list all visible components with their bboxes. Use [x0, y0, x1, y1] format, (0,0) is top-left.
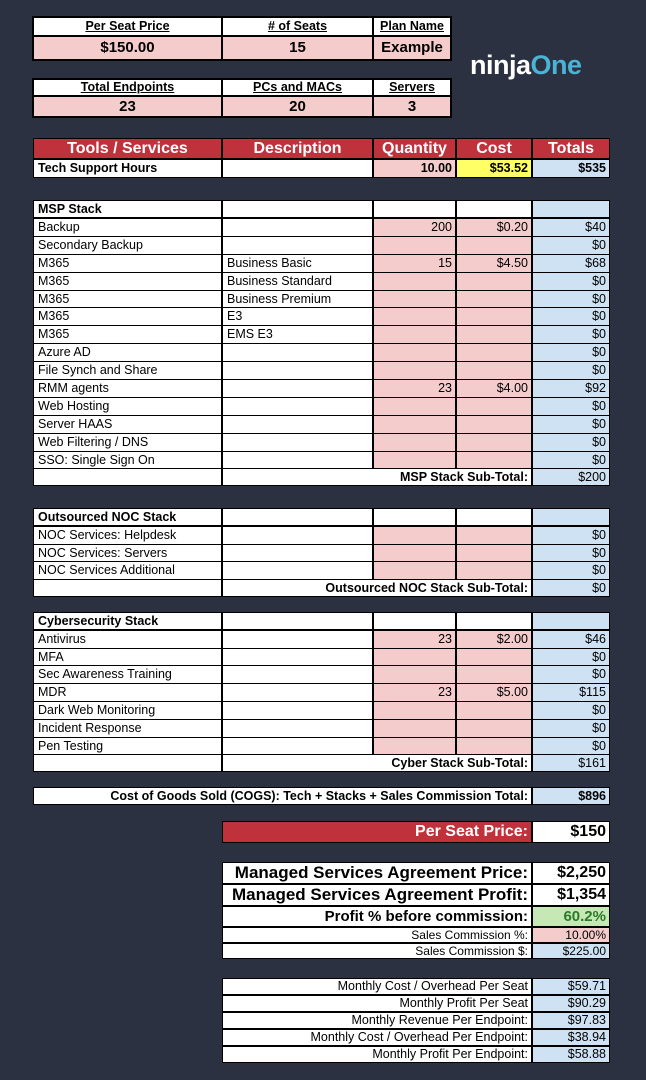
noc-row-cost[interactable]	[456, 526, 532, 545]
msp-row-desc[interactable]	[222, 343, 373, 362]
cyber-row-desc[interactable]	[222, 630, 373, 649]
noc-row-qty[interactable]	[373, 561, 456, 580]
noc-row-name: NOC Services: Servers	[33, 544, 222, 563]
msp-row-total: $0	[532, 343, 610, 362]
msp-row-cost[interactable]	[456, 236, 532, 255]
msp-row-cost[interactable]: $4.50	[456, 254, 532, 273]
msp-row-name: Web Filtering / DNS	[33, 433, 222, 452]
cyber-row-desc[interactable]	[222, 719, 373, 738]
noc-row-desc[interactable]	[222, 561, 373, 580]
seats-value[interactable]: 15	[222, 36, 373, 60]
msp-row-cost[interactable]	[456, 415, 532, 434]
msp-title-qty	[373, 200, 456, 218]
monthly-metric-value: $58.88	[532, 1046, 610, 1063]
plan-name-value[interactable]: Example	[373, 36, 451, 60]
noc-subtotal-value: $0	[532, 579, 610, 597]
per-seat-price-row-value: $150	[532, 821, 610, 843]
msp-row-total: $0	[532, 433, 610, 452]
cyber-row-desc[interactable]	[222, 683, 373, 702]
tech-support-quantity[interactable]: 10.00	[373, 159, 456, 178]
msp-row-name: Server HAAS	[33, 415, 222, 434]
msp-row-name: M365	[33, 307, 222, 326]
commission-pct-value[interactable]: 10.00%	[532, 927, 610, 943]
msp-title-total	[532, 200, 610, 218]
col-header-description: Description	[222, 138, 373, 159]
monthly-metric-value: $59.71	[532, 978, 610, 995]
msp-row-total: $0	[532, 307, 610, 326]
cyber-title-total	[532, 612, 610, 630]
msp-row-cost[interactable]	[456, 433, 532, 452]
msp-row-total: $0	[532, 451, 610, 470]
cyber-row-total: $46	[532, 630, 610, 649]
cyber-row-desc[interactable]	[222, 701, 373, 720]
noc-row-name: NOC Services: Helpdesk	[33, 526, 222, 545]
ninjaone-logo: ninjaOne	[470, 50, 582, 80]
cyber-subtotal-label: Cyber Stack Sub-Total:	[222, 754, 532, 772]
cogs-value: $896	[532, 787, 610, 805]
servers-label: Servers	[373, 79, 451, 96]
msp-row-cost[interactable]	[456, 307, 532, 326]
msp-row-qty[interactable]	[373, 307, 456, 326]
cyber-row-name: Dark Web Monitoring	[33, 701, 222, 720]
noc-title-total	[532, 508, 610, 526]
cyber-row-total: $0	[532, 719, 610, 738]
cyber-subtotal-value: $161	[532, 754, 610, 772]
cyber-title-cost	[456, 612, 532, 630]
cyber-row-qty[interactable]: 23	[373, 630, 456, 649]
col-header-totals: Totals	[532, 138, 610, 159]
cyber-row-cost[interactable]: $5.00	[456, 683, 532, 702]
total-endpoints-value[interactable]: 23	[33, 96, 222, 117]
msp-row-name: SSO: Single Sign On	[33, 451, 222, 470]
cyber-title-qty	[373, 612, 456, 630]
pcs-macs-value[interactable]: 20	[222, 96, 373, 117]
msp-row-total: $92	[532, 379, 610, 398]
noc-row-desc[interactable]	[222, 526, 373, 545]
noc-subtotal-blank	[33, 579, 222, 597]
msp-row-qty[interactable]	[373, 272, 456, 291]
cyber-row-qty[interactable]	[373, 665, 456, 684]
noc-row-total: $0	[532, 526, 610, 545]
servers-value[interactable]: 3	[373, 96, 451, 117]
msp-row-qty[interactable]	[373, 433, 456, 452]
monthly-metric-label: Monthly Profit Per Seat	[222, 995, 532, 1012]
msp-row-qty[interactable]	[373, 325, 456, 344]
total-endpoints-label: Total Endpoints	[33, 79, 222, 96]
msp-row-qty[interactable]	[373, 361, 456, 380]
noc-row-name: NOC Services Additional	[33, 561, 222, 580]
msp-row-total: $0	[532, 325, 610, 344]
msp-row-name: M365	[33, 290, 222, 309]
msp-row-desc[interactable]	[222, 397, 373, 416]
per-seat-price-label: Per Seat Price	[33, 17, 222, 36]
monthly-metric-value: $97.83	[532, 1012, 610, 1029]
monthly-metric-label: Monthly Profit Per Endpoint:	[222, 1046, 532, 1063]
msp-row-cost[interactable]: $4.00	[456, 379, 532, 398]
col-header-tools: Tools / Services	[33, 138, 222, 159]
monthly-metric-label: Monthly Revenue Per Endpoint:	[222, 1012, 532, 1029]
noc-title-desc	[222, 508, 373, 526]
msp-row-cost[interactable]	[456, 325, 532, 344]
noc-row-total: $0	[532, 561, 610, 580]
noc-title-cost	[456, 508, 532, 526]
cyber-row-qty[interactable]	[373, 719, 456, 738]
msp-row-cost[interactable]	[456, 343, 532, 362]
cyber-section-title: Cybersecurity Stack	[33, 612, 222, 630]
commission-usd-value: $225.00	[532, 943, 610, 959]
cyber-row-name: Pen Testing	[33, 737, 222, 756]
noc-title-qty	[373, 508, 456, 526]
msp-row-total: $0	[532, 290, 610, 309]
msp-row-cost[interactable]	[456, 361, 532, 380]
msp-row-desc[interactable]	[222, 361, 373, 380]
msp-row-name: M365	[33, 272, 222, 291]
noc-row-cost[interactable]	[456, 561, 532, 580]
msp-row-qty[interactable]: 15	[373, 254, 456, 273]
cyber-row-name: Incident Response	[33, 719, 222, 738]
msp-row-desc[interactable]: Business Premium	[222, 290, 373, 309]
msp-subtotal-label: MSP Stack Sub-Total:	[222, 468, 532, 486]
msp-row-cost[interactable]	[456, 397, 532, 416]
msp-title-cost	[456, 200, 532, 218]
plan-name-label: Plan Name	[373, 17, 451, 36]
msp-row-total: $40	[532, 218, 610, 237]
monthly-metric-label: Monthly Cost / Overhead Per Seat	[222, 978, 532, 995]
tech-support-total: $535	[532, 159, 610, 178]
msp-row-name: Secondary Backup	[33, 236, 222, 255]
cyber-row-cost[interactable]	[456, 665, 532, 684]
msp-row-desc[interactable]: Business Basic	[222, 254, 373, 273]
cyber-row-desc[interactable]	[222, 665, 373, 684]
cyber-row-total: $0	[532, 737, 610, 756]
msp-row-qty[interactable]	[373, 397, 456, 416]
msa-price-label: Managed Services Agreement Price:	[222, 862, 532, 884]
monthly-metric-value: $38.94	[532, 1029, 610, 1046]
msp-row-total: $0	[532, 236, 610, 255]
msa-profit-label: Managed Services Agreement Profit:	[222, 884, 532, 906]
cyber-row-qty[interactable]: 23	[373, 683, 456, 702]
msp-row-total: $0	[532, 272, 610, 291]
msp-subtotal-blank	[33, 468, 222, 486]
msp-row-total: $0	[532, 361, 610, 380]
cogs-label: Cost of Goods Sold (COGS): Tech + Stacks + Sales Commission Total:	[33, 787, 532, 805]
msp-row-total: $0	[532, 415, 610, 434]
msp-row-cost[interactable]: $0.20	[456, 218, 532, 237]
msp-row-total: $68	[532, 254, 610, 273]
cyber-row-cost[interactable]	[456, 719, 532, 738]
msp-row-name: Azure AD	[33, 343, 222, 362]
tech-support-label: Tech Support Hours	[33, 159, 222, 178]
cyber-row-total: $0	[532, 665, 610, 684]
msp-row-name: Backup	[33, 218, 222, 237]
msp-row-desc[interactable]	[222, 218, 373, 237]
monthly-metric-label: Monthly Cost / Overhead Per Endpoint:	[222, 1029, 532, 1046]
cyber-row-name: MFA	[33, 648, 222, 667]
msp-row-qty[interactable]: 200	[373, 218, 456, 237]
seats-label: # of Seats	[222, 17, 373, 36]
cyber-title-desc	[222, 612, 373, 630]
msa-price-value: $2,250	[532, 862, 610, 884]
col-header-cost: Cost	[456, 138, 532, 159]
cyber-row-total: $0	[532, 701, 610, 720]
msp-subtotal-value: $200	[532, 468, 610, 486]
msp-row-desc[interactable]	[222, 379, 373, 398]
cyber-row-cost[interactable]: $2.00	[456, 630, 532, 649]
cyber-row-cost[interactable]	[456, 701, 532, 720]
msp-row-name: M365	[33, 325, 222, 344]
msp-row-desc[interactable]	[222, 236, 373, 255]
cyber-row-qty[interactable]	[373, 701, 456, 720]
msp-row-desc[interactable]: Business Standard	[222, 272, 373, 291]
noc-subtotal-label: Outsourced NOC Stack Sub-Total:	[222, 579, 532, 597]
per-seat-price-row-label: Per Seat Price:	[222, 821, 532, 843]
msp-section-title: MSP Stack	[33, 200, 222, 218]
msp-row-total: $0	[532, 397, 610, 416]
msp-row-qty[interactable]: 23	[373, 379, 456, 398]
profit-pct-value: 60.2%	[532, 906, 610, 927]
msp-row-desc[interactable]: E3	[222, 307, 373, 326]
commission-pct-label: Sales Commission %:	[222, 927, 532, 943]
tech-support-cost[interactable]: $53.52	[456, 159, 532, 178]
msp-row-qty[interactable]	[373, 343, 456, 362]
monthly-metric-value: $90.29	[532, 995, 610, 1012]
noc-row-total: $0	[532, 544, 610, 563]
noc-row-qty[interactable]	[373, 526, 456, 545]
cyber-row-name: Antivirus	[33, 630, 222, 649]
cyber-row-name: Sec Awareness Training	[33, 665, 222, 684]
msp-row-cost[interactable]	[456, 272, 532, 291]
msp-row-name: File Synch and Share	[33, 361, 222, 380]
msp-row-name: M365	[33, 254, 222, 273]
profit-pct-label: Profit % before commission:	[222, 906, 532, 927]
cyber-row-total: $0	[532, 648, 610, 667]
msp-row-desc[interactable]	[222, 415, 373, 434]
msp-title-desc	[222, 200, 373, 218]
pcs-macs-label: PCs and MACs	[222, 79, 373, 96]
commission-usd-label: Sales Commission $:	[222, 943, 532, 959]
msp-row-desc[interactable]	[222, 433, 373, 452]
msa-profit-value: $1,354	[532, 884, 610, 906]
msp-row-qty[interactable]	[373, 415, 456, 434]
msp-row-desc[interactable]: EMS E3	[222, 325, 373, 344]
msp-row-qty[interactable]	[373, 236, 456, 255]
msp-row-name: RMM agents	[33, 379, 222, 398]
cyber-row-total: $115	[532, 683, 610, 702]
msp-row-name: Web Hosting	[33, 397, 222, 416]
per-seat-price-value[interactable]: $150.00	[33, 36, 222, 60]
col-header-quantity: Quantity	[373, 138, 456, 159]
cyber-subtotal-blank	[33, 754, 222, 772]
tech-support-desc[interactable]	[222, 159, 373, 178]
noc-section-title: Outsourced NOC Stack	[33, 508, 222, 526]
cyber-row-name: MDR	[33, 683, 222, 702]
